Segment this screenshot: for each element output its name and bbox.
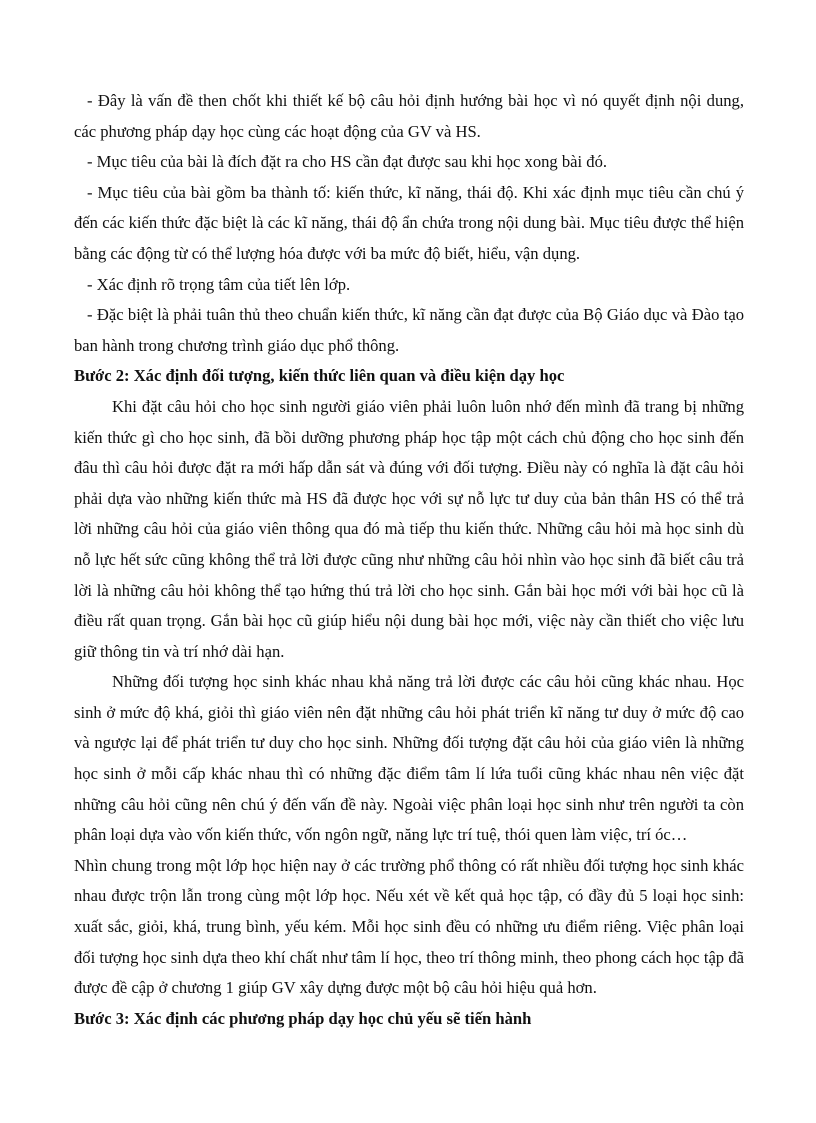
paragraph-student-knowledge: Khi đặt câu hỏi cho học sinh người giáo viên phải luôn luôn nhớ đến mình đã trang bị những kiến thức gì cho học sinh, đã bồi dưỡng phương pháp học tập một cách chủ động cho học sinh đến đâu thì câu hỏi được đặt ra mới hấp dẫn sát và đúng với đối tượng. Điều này có nghĩa là đặt câu hỏi phải dựa vào những kiến thức mà HS đã được học với sự nỗ lực tư duy của bản thân HS có thể trả lời những câu hỏi của giáo viên thông qua đó mà tiếp thu kiến thức. Những câu hỏi mà học sinh dù nỗ lực hết sức cũng không thể trả lời được cũng như những câu hỏi nhìn vào học sinh đã biết câu trả lời là những câu hỏi không thể tạo hứng thú trả lời cho học sinh. Gắn bài học mới với bài học cũ là điều rất quan trọng. Gắn bài học cũ giúp hiểu nội dung bài học mới, việc này cần thiết cho việc lưu giữ thông tin và trí nhớ dài hạn.	[74, 396, 744, 661]
paragraph-student-levels: Những đối tượng học sinh khác nhau khả năng trả lời được các câu hỏi cũng khác nhau. Học sinh ở mức độ khá, giỏi thì giáo viên nên đặt những câu hỏi phát triển kĩ năng tư duy ở mức độ cao và ngược lại để phát triển tư duy cho học sinh. Những đối tượng đặt câu hỏi của giáo viên là những học sinh ở mỗi cấp khác nhau thì có những đặc điểm tâm lí lứa tuổi cũng khác nhau nên việc đặt những câu hỏi cũng nên chú ý đến vấn đề này. Ngoài việc phân loại học sinh như trên người ta còn phân loại dựa vào vốn kiến thức, vốn ngôn ngữ, năng lực trí tuệ, thói quen làm việc, trí óc…	[74, 672, 744, 845]
paragraph-key-issue: - Đây là vấn đề then chốt khi thiết kế bộ câu hỏi định hướng bài học vì nó quyết định nội dung, các phương pháp dạy học cùng các hoạt động của GV và HS.	[74, 91, 744, 141]
paragraph-lesson-focus: - Xác định rõ trọng tâm của tiết lên lớp.	[87, 274, 351, 294]
document-body	[74, 86, 744, 1034]
paragraph-objective-components: - Mục tiêu của bài gồm ba thành tố: kiến thức, kĩ năng, thái độ. Khi xác định mục tiêu cần chú ý đến các kiến thức đặc biệt là các kĩ năng, thái độ ẩn chứa trong nội dung bài. Mục tiêu được thể hiện bằng các động từ có thể lượng hóa được với ba mức độ biết, hiểu, vận dụng.	[74, 182, 744, 263]
heading-step-3: Bước 3: Xác định các phương pháp dạy học chủ yếu sẽ tiến hành	[74, 1008, 532, 1028]
paragraph-lesson-objective: - Mục tiêu của bài là đích đặt ra cho HS cần đạt được sau khi học xong bài đó.	[87, 152, 608, 172]
paragraph-standards: - Đặc biệt là phải tuân thủ theo chuẩn kiến thức, kĩ năng cần đạt được của Bộ Giáo dục và Đào tạo ban hành trong chương trình giáo dục phổ thông.	[74, 305, 744, 355]
heading-step-2: Bước 2: Xác định đối tượng, kiến thức liên quan và điều kiện dạy học	[74, 366, 565, 386]
paragraph-student-classification: Nhìn chung trong một lớp học hiện nay ở các trường phổ thông có rất nhiều đối tượng học sinh khác nhau được trộn lẫn trong cùng một lớp học. Nếu xét về kết quả học tập, có đầy đủ 5 loại học sinh: xuất sắc, giỏi, khá, trung bình, yếu kém. Mỗi học sinh đều có những ưu điểm riêng. Việc phân loại đối tượng học sinh dựa theo khí chất như tâm lí học, theo trí thông minh, theo phong cách học tập đã được đề cập ở chương 1 giúp GV xây dựng được một bộ câu hỏi hiệu quả hơn.	[74, 855, 744, 998]
